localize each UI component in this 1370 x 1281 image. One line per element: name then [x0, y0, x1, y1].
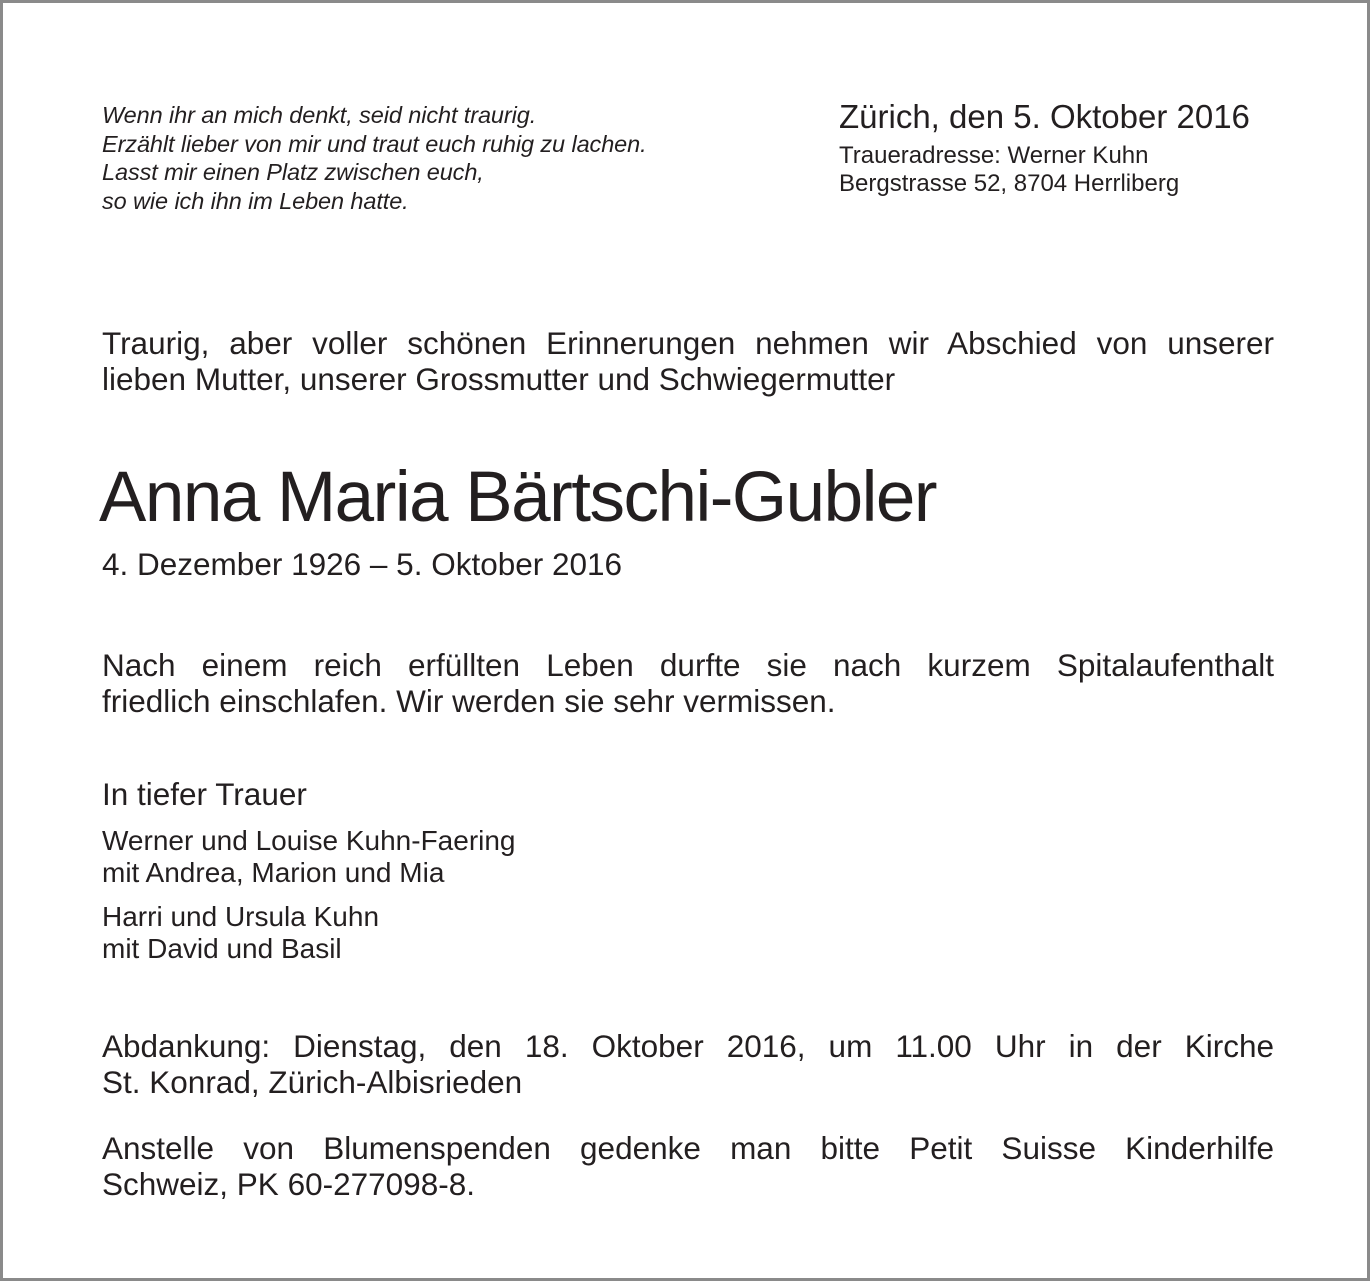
place-date: Zürich, den 5. Oktober 2016 [839, 98, 1250, 135]
address-line: Bergstrasse 52, 8704 Herrliberg [839, 170, 1180, 197]
mourners-heading: In tiefer Trauer [102, 776, 307, 812]
donation-line: Anstelle von Blumenspenden gedenke man bitte Petit Suisse Kinderhilfe [102, 1130, 1274, 1166]
family-line: mit David und Basil [102, 933, 342, 964]
address-line: Traueradresse: Werner Kuhn [839, 142, 1149, 169]
message-line: Nach einem reich erfüllten Leben durfte sie nach kurzem Spitalaufenthalt [102, 647, 1274, 683]
service-line: Abdankung: Dienstag, den 18. Oktober 2016, um 11.00 Uhr in der Kirche [102, 1028, 1274, 1064]
farewell-message [102, 648, 1274, 719]
funeral-service [102, 1029, 1274, 1100]
family-group [102, 901, 802, 965]
poem-line: so wie ich ihn im Leben hatte. [102, 187, 409, 214]
family-line: mit Andrea, Marion und Mia [102, 857, 445, 888]
family-line: Werner und Louise Kuhn-Faering [102, 825, 516, 856]
mourning-address [839, 142, 1279, 198]
intro-line: lieben Mutter, unserer Grossmutter und Schwiegermutter [102, 361, 896, 397]
donation-line: Schweiz, PK 60-277098-8. [102, 1165, 475, 1202]
life-dates: 4. Dezember 1926 – 5. Oktober 2016 [102, 546, 623, 582]
service-line: St. Konrad, Zürich-Albisrieden [102, 1063, 523, 1100]
poem [102, 101, 762, 215]
intro-line: Traurig, aber voller schönen Erinnerungen nehmen wir Abschied von unserer [102, 325, 1274, 361]
deceased-name: Anna Maria Bärtschi-Gubler [99, 458, 937, 537]
poem-line: Lasst mir einen Platz zwischen euch, [102, 159, 484, 185]
family-line: Harri und Ursula Kuhn [102, 901, 380, 932]
message-line: friedlich einschlafen. Wir werden sie sehr vermissen. [102, 682, 836, 719]
family-group [102, 825, 802, 889]
poem-line: Erzählt lieber von mir und traut euch ruhig zu lachen. [102, 130, 647, 157]
intro-text [102, 325, 1274, 397]
donation-note [102, 1131, 1274, 1202]
poem-line: Wenn ihr an mich denkt, seid nicht traurig. [102, 102, 537, 128]
